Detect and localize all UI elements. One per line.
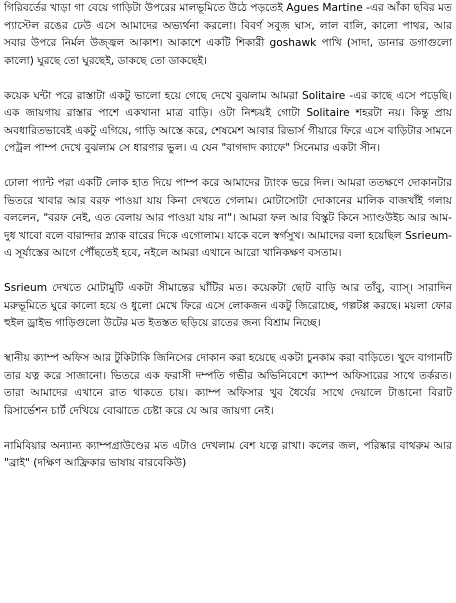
paragraph-petrol-pump: ঢোলা প্যান্ট পরা একটি লোক হাত দিয়ে পাম্প করে আমাদের ট্যাংক ভরে দিল। আমরা ততক্ষণে দোকানটার ভিতরে খাবার আর বরফ পাওয়া যায় কিনা দেখতে গেলাম। মোটাসোটা দোকানের মালিক বাজখাঁই গলায় বললেন, "বরফ নেই, এত বেলায় আর পাওয়া যায় না"। আমরা ফল আর বিস্কুট কিনে স্যাণ্ডউইচ আর আম-দুধ খাবো বলে বারান্দার স্ন্যাক বারের দিকে এগোলাম। যাকে বলে স্বর্গসুখ। আমাদের বলা হয়েছিল Ssrieum-এ সূর্যাস্তের আগে পৌঁছতেই হবে, নইলে আমরা এখানে আরো খানিকক্ষণ বসতাম। — [4, 177, 452, 259]
paragraph-ssrieum: Ssrieum দেখতে মোটামুটি একটা সীমান্তের ঘাঁটির মত। কয়েকটা ছোট বাড়ি আর তাঁবু, ব্যাস্। সারাদিন মরুভূমিতে ঘুরে কালো হয়ে ও ধুলো মেখে ফিরে এসে লোকজন একটু জিরোচ্ছে, গল্পটপ্প করছে। ময়লা ফোর হুইল ড্রাইভ গাড়িগুলো উটের মত ইতস্তত ছড়িয়ে রাতের জন্য বিশ্রাম নিচ্ছে। — [4, 282, 452, 329]
paragraph-spacer — [4, 333, 452, 351]
paragraph-camp-office: স্থানীয় ক্যাম্প অফিস আর টুকিটাকি জিনিসের দোকান করা হয়েছে একটা চুনকাম করা বাড়িতে। খুদে বাগানটি তার যত্ন করে সাজানো। ভিতরে এক ফরাসী দম্পতি গভীর অভিনিবেশে ক্যাম্প অফিসারের সাথে তর্করত। তারা আমাদের এখানে রাত থাকতে চায়। ক্যাম্প অফিসার খুব ধৈর্যের সাথে দেয়ালে টাঙানো বিরাট রিসার্ভেশন চার্ট দেখিয়ে বোঝাতে চেষ্টা করে যে আর জায়গা নেই। — [4, 352, 452, 417]
paragraph-campground: নামিবিয়ার অন্যান্য ক্যাম্পগ্রাউণ্ডের মত এটাও দেখলাম বেশ যত্নে রাখা। কলের জল, পরিষ্কার বাথরুম আর "ব্রাই" (দক্ষিণ আফ্রিকার ভাষায় বারবেকিউ) — [4, 439, 452, 469]
paragraph-spacer — [4, 263, 452, 281]
paragraph-spacer — [4, 158, 452, 176]
document-page — [4, 0, 452, 473]
paragraph-spacer — [4, 420, 452, 438]
paragraph-spacer — [4, 70, 452, 88]
paragraph-arrival-plateau: গিরিবর্তের খাড়া গা বেয়ে গাড়িটা উপরের মালভূমিতে উঠে পড়তেই Agues Martine -এর আঁকা ছবির মত প্যাস্টেল রঙের ঢেউ এসে আমাদের অভ্যর্থনা করলো। বিবর্ণ সবুজ ঘাস, লাল বালি, কালো পাথর, আর সবার উপরে নির্মল উজ্জ্বল আকাশ। আকাশে একটি শিকারী goshawk পাখি (সাদা, ডানার ডগাগুলো কালো) ঘুরছে তো ঘুরছেই, ডাকছে তো ডাকছেই। — [4, 2, 452, 67]
paragraph-solitaire: কয়েক ঘন্টা পরে রাস্তাটা একটু ভালো হয়ে গেছে দেখে বুঝলাম আমরা Solitaire -এর কাছে এসে পড়েছি। এক জায়গায় রাস্তার পাশে একখানা মাত্র বাড়ি। ওটা নিশ্চয়ই গোটা Solitaire শহরটা নয়। কিন্তু প্রায় অবধারিতভাবেই একটু এগিয়ে, গাড়ি আস্তে করে, শেষমেশ আবার রিভার্স গীয়ারে ফিরে এসে বাড়িটার সামনে পেট্রল পাম্প দেখে বুঝলাম সে ধারণার ভুল। এ যেন "বাগদাদ ক্যাফে" সিনেমার একটা সীন। — [4, 89, 452, 154]
